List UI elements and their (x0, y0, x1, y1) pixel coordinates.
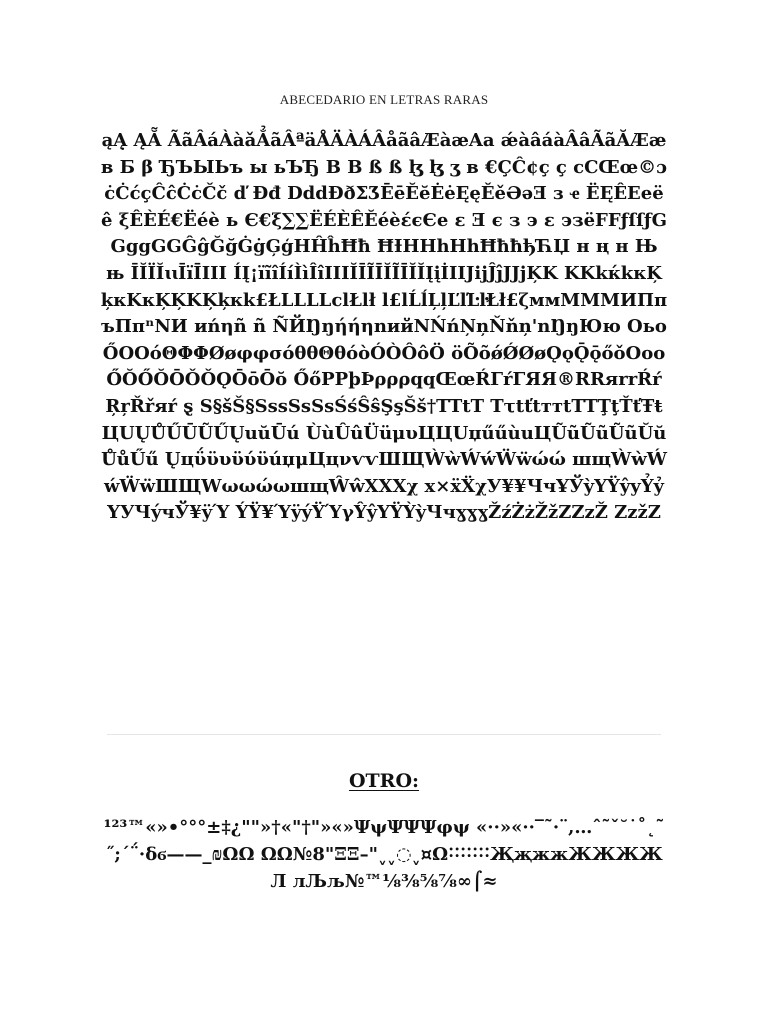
section-heading-otro: OTRO: (348, 770, 420, 792)
rare-letters-block: ąĄ̣ ĄẴ ÃãÂáÀàǎẲãÂªäÅÄÀÁÂåãâÆàæAa ǽàâáàÂâÃãĂÆæ ʙ Б β ЂЪЫЬъ ы ьЪЂ B B ß ß ɮ ɮ ʒ в €ÇĈ¢ç ç cCŒœ©ɔċĊćçĈĉĊċČč ď Đđ DddĐðΣƷĒēĔĕĖėĘęĚěƏəƎ ɜ ҽ ËĘÊEeëê ξÊÈÉ€Ëéè ь Є€ξ∑∑ËÉÈÊĔéèέєЄе ɛ Ǝ є з э ɛ эзëFFƒſſƒGGggGGĜĝĞğĠġĢģHĤĥĦħ ĦƗHHhHhĦħħђЋЏ н ң н Њ њ ĪĬÏĬɩɩĪïĪIII ÍĮ¡ïĩîÍíÌìÎîIIIĬĪĨĪĬĨĪĬĬĮįİIIJĳĴĵJJjĶK KKkќkкĶķкKкĶĶKĶķкk£ŁLLLLclŁlł l£lĹĺĻļĽľĿŀŁł£ζммMMMИПпъПπⁿNИ иńηñ ñ ÑЙŊŋήήηnийNŃńŅņŇňņ'nŊŋЮю Оьо ŐOOóΘΦΦØøφφσóθθΘθóòÓÒÔôÖ öÕõǿǾØøǪǫǬǭőǒOooŐŎŐŎŌǑǑǪŌōŌŏ ŐőPPþÞρρρqqŒœŔΓŕΓЯЯ®RRяrrŔŕ ŖŗŘřяŕ ȿ S§šŠ§SssSsSsŚśŜŝŞşŠš†TTtT TτtťtттtTTŢţŤťŦŧЦUŲŮŰŪŨŰŲuŭŪú ÙùÛûÜüμυЦЦUџűűùuЦŨũŨũŨũŬŭŮůŰű ŲцΰϋυϋύϋúџμЦцνѵѵШЩẀẁẂẃẄẅώώ шщẀẁẂẃẄẅШЩWωωώωшщŴŵXXXχ х×ẍẌχУ¥¥ЧчҰЎỳYŸŷyỶỷYУЧýчЎ¥ÿΎ ÝŸ¥ΎÿýŸΎγŶŷYŸỲỳЧчɣɣɣŽźŻżŽžZZzŽ ZzžZ (100, 130, 668, 524)
section-divider (107, 734, 661, 735)
page-title: ABECEDARIO EN LETRAS RARAS (279, 92, 489, 107)
other-symbols-block: ¹²³™«»•°°°±‡¿""»†«"†"»«»ΨψΨΨΨφψ «··»«··‾˜·¨,…ˆ˜ˇ˘˙˚˛˜˝;΄΅·δϭ——_₪ΩΩ ΩΩ№8"ΞΞ–"ˬˬ◌ˬ¤Ω˸˸˸˸˸˸˸ҖҗжжЖЖЖЖЛ лЉљ№™⅛⅜⅝⅞∞⌠≈ (103, 817, 665, 892)
